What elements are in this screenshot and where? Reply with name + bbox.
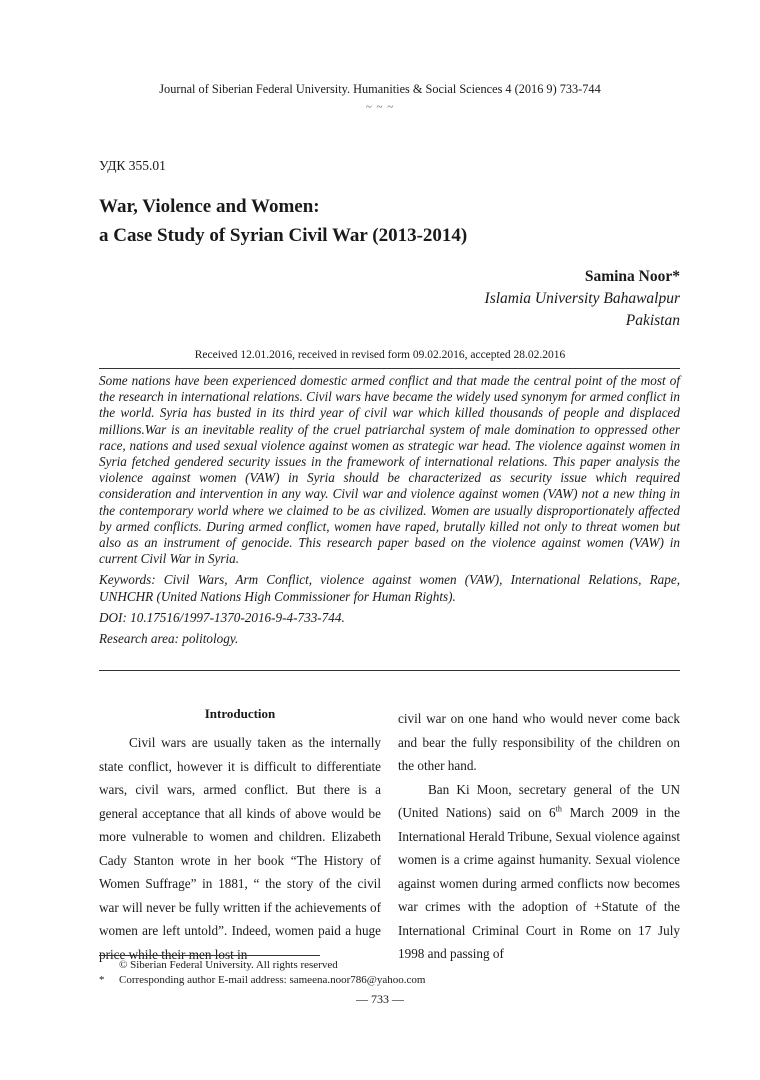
superscript: th	[555, 804, 562, 814]
abstract-bottom-rule	[99, 670, 680, 671]
page-number: — 733 —	[356, 992, 404, 1006]
author-affiliation: Islamia University Bahawalpur	[484, 290, 680, 307]
left-column	[99, 703, 381, 966]
received-dates: Received 12.01.2016, received in revised form 09.02.2016, accepted 28.02.2016	[194, 349, 566, 361]
footnotes	[99, 958, 425, 988]
section-heading: Introduction	[204, 706, 276, 721]
footnote-star: *	[99, 974, 105, 986]
copyright-note	[99, 958, 425, 973]
body-paragraph	[398, 778, 680, 966]
author-country: Pakistan	[625, 312, 680, 329]
abstract-text: Some nations have been experienced domestic armed conflict and that made the central point of the most of the research in international relations. Civil wars have became the widely used synonym for armed conflict in the world. Syria has busted in its third year of civil war which killed thousands of people and displaced millions.War is an inevitable reality of the cruel patriarchal system of male domination to oppressed other race, nations and used sexual violence against women as strategic war head. The violence against women in Syria fetched gendered security issues in the framework of international relations. This paper analysis the violence against women (VAW) in Syria should be characterized as security issue which required consideration and intervention in any way. Civil war and violence against women (VAW) not a new thing in the contemporary world where we claimed to be as civilized. Women are usually disproportionately affected by armed conflicts. During armed conflict, women have raped, brutally killed not only to threat women but also as an instrument of genocide. This research paper based on the violence against women (VAW) in current Civil War in Syria.	[99, 373, 680, 567]
body-paragraph: Civil wars are usually taken as the internally state conflict, however it is difficult to differentiate wars, civil wars, armed conflict. But there is a general acceptance that all kinds of above would be more vulnerable to women and children. Elizabeth Cady Stanton wrote in her book “The History of Women Suffrage” in 1881, “ the story of the civil war will never be fully written if the achievements of women are left untold”. Indeed, women paid a huge price while their men lost in	[99, 735, 381, 962]
research-area: Research area: politology.	[99, 631, 239, 647]
abstract	[99, 373, 680, 652]
title-line-2: a Case Study of Syrian Civil War (2013-2014)	[99, 225, 468, 246]
article-title	[99, 192, 467, 250]
keywords: Keywords: Civil Wars, Arm Conflict, violence against women (VAW), International Relations, Rape, UNHCHR (United Nations High Commissioner for Human Rights).	[99, 572, 680, 604]
header-ornament: ~ ~ ~	[365, 101, 395, 113]
doi: DOI: 10.17516/1997-1370-2016-9-4-733-744.	[99, 609, 345, 625]
paragraph-text: Ban Ki Moon, secretary general of the UN (United Nations) said on 6	[398, 781, 680, 820]
body-paragraph: civil war on one hand who would never come back and bear the fully responsibility of the children on the other hand.	[398, 711, 680, 773]
author-block	[485, 266, 680, 332]
copyright-text: © Siberian Federal University. All rights reserved	[119, 959, 338, 971]
title-line-1: War, Violence and Women:	[99, 196, 320, 217]
footnote-rule	[99, 955, 320, 956]
right-column	[398, 707, 680, 966]
corresponding-text: Corresponding author E-mail address: sameena.noor786@yahoo.com	[119, 974, 426, 986]
corresponding-note	[99, 973, 425, 988]
paragraph-text: March 2009 in the International Herald Tribune, Sexual violence against women is a crime against humanity. Sexual violence against women during armed conflicts now becomes war crimes with the adoption of +Statute of the International Criminal Court in Rome on 17 July 1998 and passing of	[398, 805, 680, 961]
author-name: Samina Noor*	[584, 268, 680, 285]
journal-header: Journal of Siberian Federal University. Humanities & Social Sciences 4 (2016 9) 733-744	[159, 82, 601, 96]
abstract-top-rule	[99, 368, 680, 369]
udk-code: УДК 355.01	[99, 158, 166, 173]
